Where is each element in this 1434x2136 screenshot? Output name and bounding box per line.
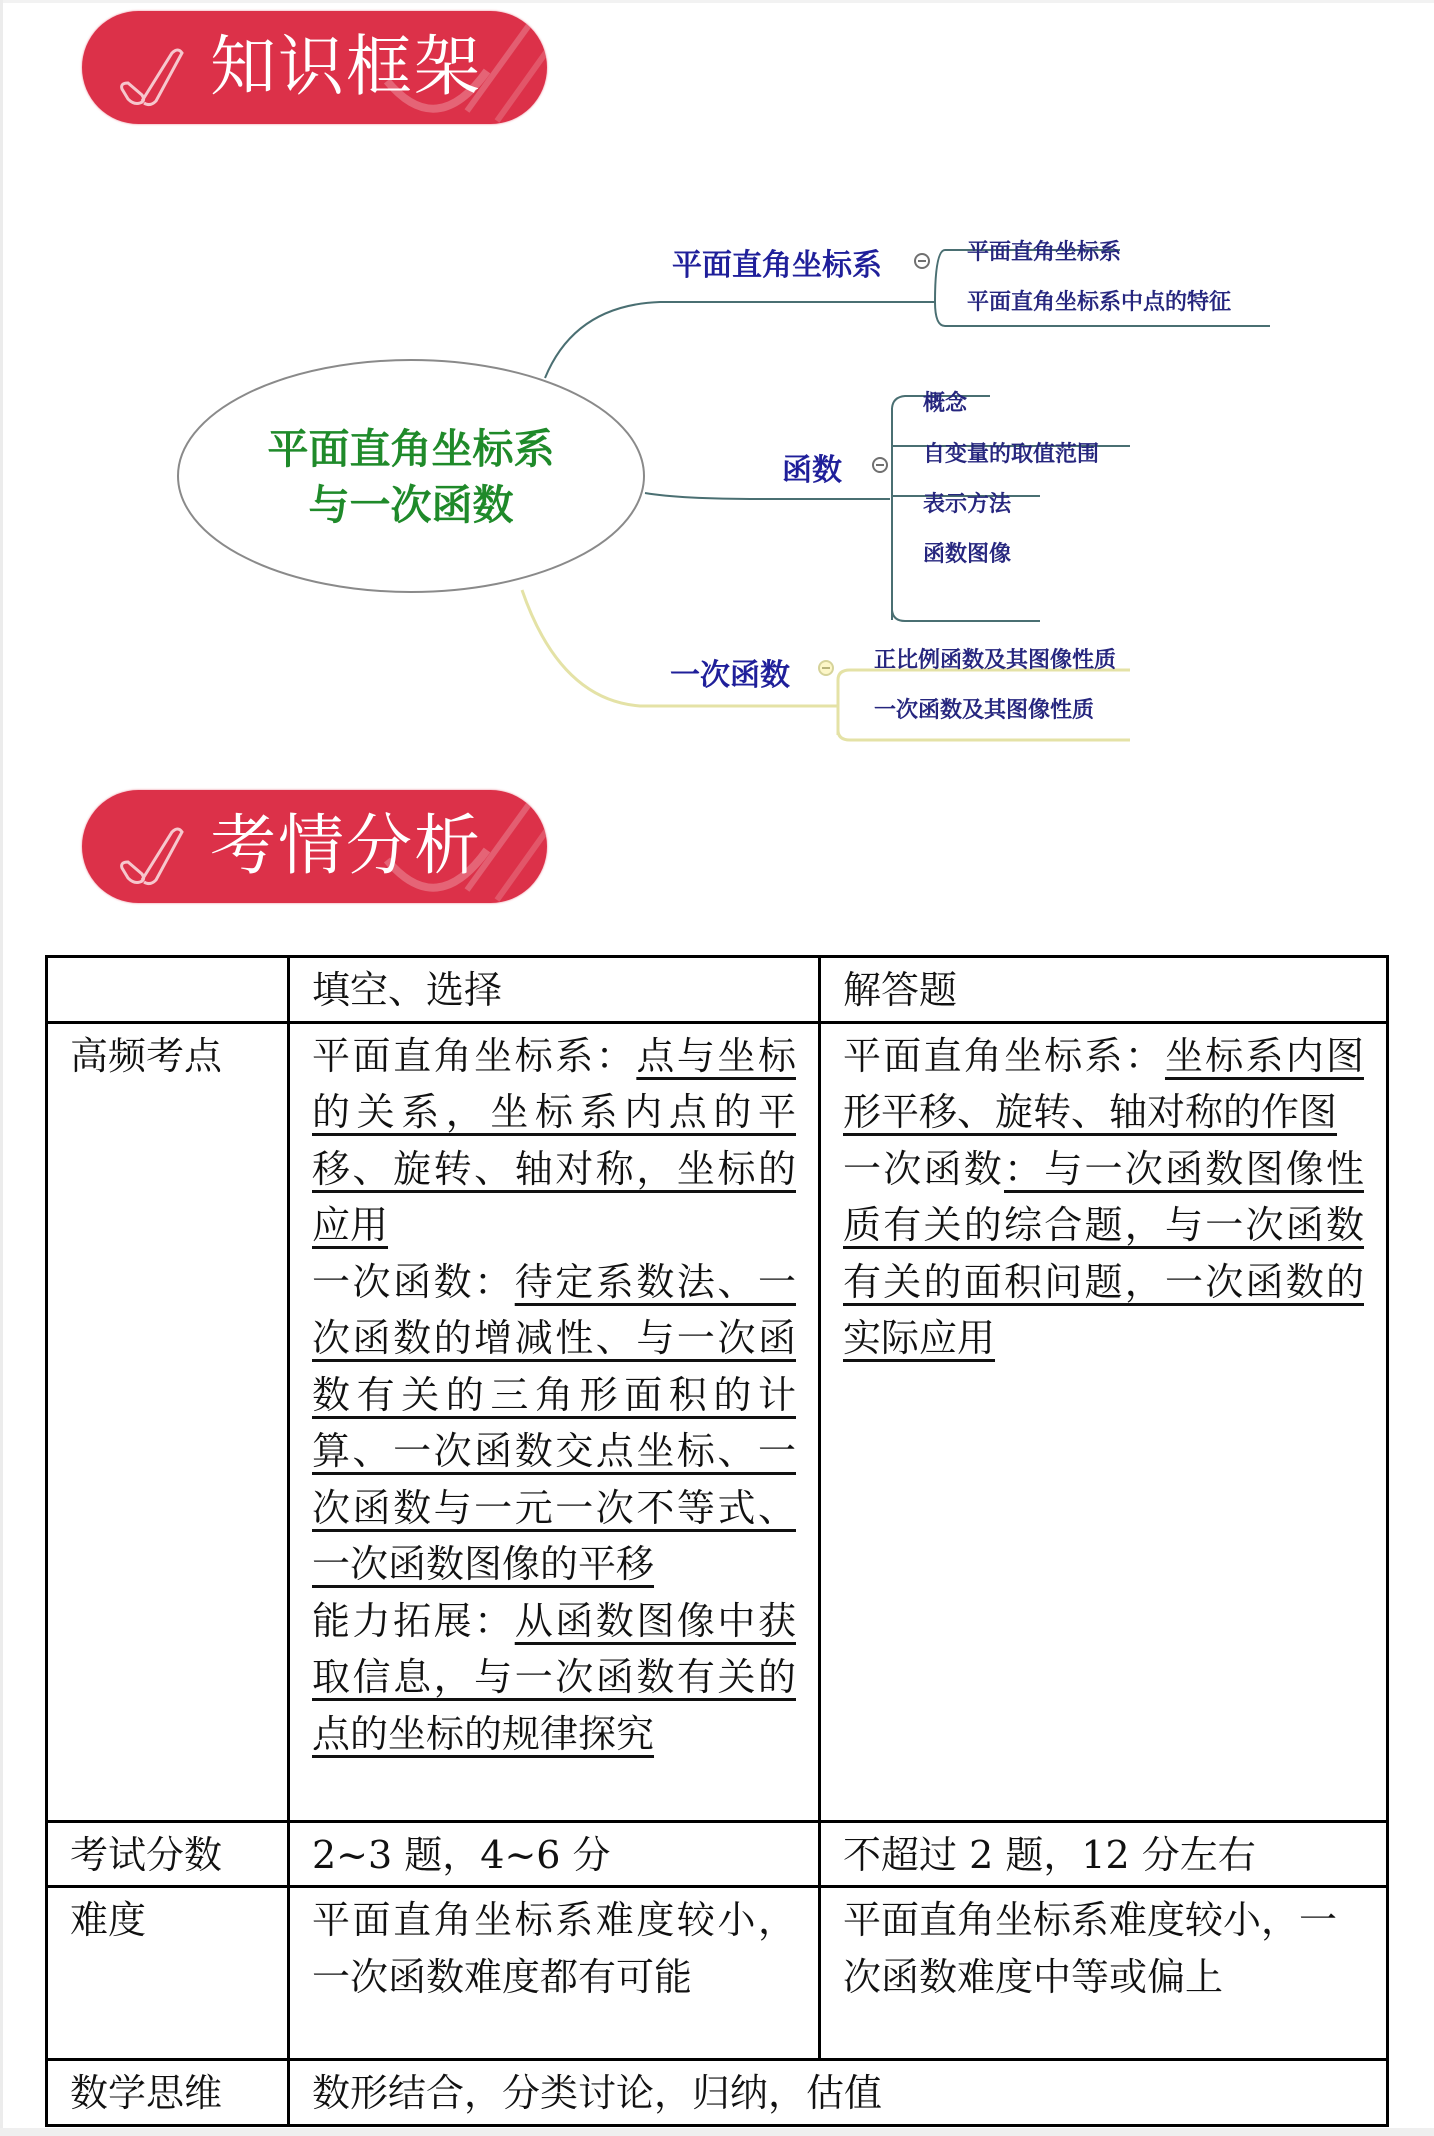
table-row <box>47 1887 1388 2060</box>
leaf-node: 表示方法 <box>923 492 1012 517</box>
topic-points: 坐标系内图形平移、旋转、轴对称的作图 <box>843 1033 1364 1134</box>
section-header-framework <box>82 11 547 124</box>
table-row <box>47 1821 1388 1887</box>
table-row <box>47 2060 1388 2126</box>
cell-merged: 数形结合，分类讨论，归纳，估值 <box>289 2060 1388 2126</box>
leaf-node: 一次函数及其图像性质 <box>874 698 1095 723</box>
row-label: 考试分数 <box>47 1821 289 1887</box>
leaf-node: 概念 <box>923 391 968 416</box>
root-line-1: 平面直角坐标系 <box>267 425 555 473</box>
table-row <box>47 1022 1388 1821</box>
topic-points: ：与一次函数图像性质有关的综合题，与一次函数有关的面积问题，一次函数的实际应用 <box>843 1146 1364 1360</box>
row-label: 数学思维 <box>47 2060 289 2126</box>
mind-map-root <box>211 421 611 533</box>
cell-answer <box>820 1022 1388 1821</box>
page-edge <box>0 2128 1434 2136</box>
leaf-node: 平面直角坐标系中点的特征 <box>967 290 1232 315</box>
cell-answer: 不超过 2 题，12 分左右 <box>820 1821 1388 1887</box>
topic-prefix: 一次函数： <box>312 1259 515 1304</box>
topic-points: 待定系数法、一次函数的增减性、与一次函数有关的三角形面积的计算、一次函数交点坐标、一次函数与一元一次不等式、一次函数图像的平移 <box>312 1259 796 1586</box>
section-header-analysis <box>82 790 547 903</box>
leaf-node: 自变量的取值范围 <box>923 442 1100 467</box>
table-header-row <box>47 957 1388 1023</box>
leaf-node: 函数图像 <box>923 542 1012 567</box>
cell-fill-choice: 2~3 题，4~6 分 <box>289 1821 820 1887</box>
leaf-node: 平面直角坐标系 <box>967 240 1122 265</box>
header-cell-answer: 解答题 <box>820 957 1388 1023</box>
leaf-node: 正比例函数及其图像性质 <box>874 648 1117 673</box>
branch-function: 函数 <box>782 453 842 488</box>
checkmark-pen-icon <box>116 45 188 109</box>
page-edge <box>0 0 1434 3</box>
root-line-2: 与一次函数 <box>308 481 514 529</box>
topic-prefix: 一次函数 <box>843 1146 1004 1191</box>
header-cell-fill-choice: 填空、选择 <box>289 957 820 1023</box>
branch-linear-function: 一次函数 <box>670 658 790 693</box>
topic-prefix: 平面直角坐标系： <box>312 1033 637 1078</box>
row-label: 难度 <box>47 1887 289 2060</box>
topic-prefix: 平面直角坐标系： <box>843 1033 1165 1078</box>
header-cell-empty <box>47 957 289 1023</box>
checkmark-pen-icon <box>116 824 188 888</box>
topic-prefix: 能力拓展： <box>312 1598 515 1643</box>
section-title: 考情分析 <box>210 807 482 884</box>
section-title: 知识框架 <box>210 28 482 105</box>
branch-coordinate-system: 平面直角坐标系 <box>672 248 882 283</box>
mind-map <box>0 140 1434 780</box>
cell-fill-choice <box>289 1022 820 1821</box>
topic-points: 点与坐标的关系，坐标系内点的平移、旋转、轴对称，坐标的应用 <box>312 1033 796 1247</box>
exam-analysis-table <box>45 955 1389 2127</box>
cell-fill-choice: 平面直角坐标系难度较小，一次函数难度都有可能 <box>289 1887 820 2060</box>
cell-answer: 平面直角坐标系难度较小，一次函数难度中等或偏上 <box>820 1887 1388 2060</box>
row-label: 高频考点 <box>47 1022 289 1821</box>
topic-points: 从函数图像中获取信息，与一次函数有关的点的坐标的规律探究 <box>312 1598 796 1756</box>
